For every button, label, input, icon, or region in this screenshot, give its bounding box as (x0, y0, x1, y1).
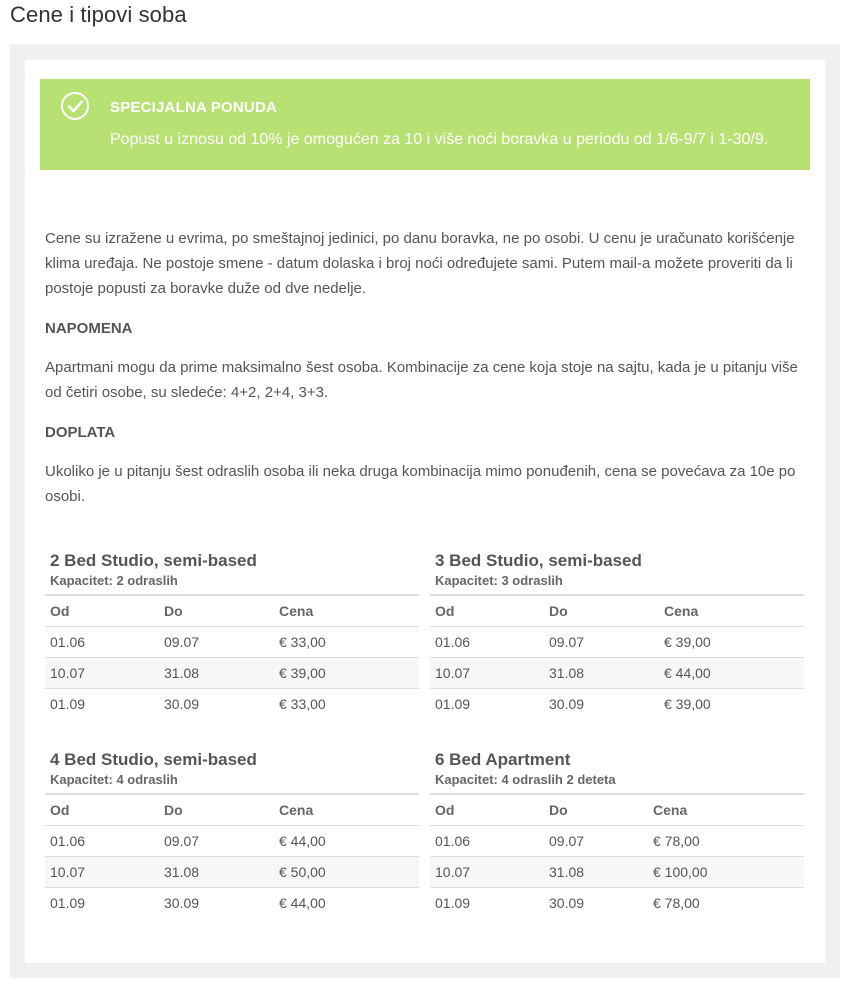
cell-from: 01.06 (430, 626, 544, 657)
table-row (45, 626, 419, 657)
table-header-row (430, 595, 804, 626)
price-table (45, 793, 419, 918)
cell-to: 30.09 (164, 695, 200, 712)
column-header-price: Cena (648, 794, 804, 825)
column-header-price: Cena (274, 595, 419, 626)
table-row (430, 626, 804, 657)
cell-price: € 39,00 (664, 695, 711, 712)
cell-price: € 78,00 (653, 894, 700, 911)
room-card-6-bed-apartment (430, 749, 804, 918)
cell-to: 30.09 (549, 894, 585, 911)
cell-from: 01.09 (50, 894, 86, 911)
cell-price: € 33,00 (279, 695, 326, 712)
page-title: Cene i tipovi soba (10, 2, 187, 27)
cell-price: € 78,00 (648, 825, 804, 856)
cell-price: € 39,00 (659, 626, 804, 657)
room-capacity: Kapacitet: 3 odraslih (435, 573, 563, 588)
cell-price: € 33,00 (274, 626, 419, 657)
pricing-info (45, 226, 815, 509)
cell-to: 30.09 (549, 695, 585, 712)
pricing-panel-inner (25, 60, 825, 963)
cell-price: € 100,00 (648, 856, 804, 887)
special-offer-banner (40, 79, 810, 170)
cell-to: 09.07 (159, 825, 274, 856)
cell-from: 01.06 (430, 825, 544, 856)
cell-from: 01.09 (435, 894, 471, 911)
table-header-row (45, 595, 419, 626)
surcharge-paragraph: Ukoliko je u pitanju šest odraslih osoba ili neka druga kombinacija mimo ponuđenih, cena se povećava za 10e po osobi. (45, 463, 796, 505)
cell-from: 01.09 (435, 695, 471, 712)
column-header-to: Do (159, 794, 274, 825)
cell-price: € 39,00 (274, 657, 419, 688)
cell-price: € 44,00 (659, 657, 804, 688)
cell-to: 31.08 (159, 657, 274, 688)
cell-from: 10.07 (45, 657, 159, 688)
column-header-from: Od (45, 794, 159, 825)
cell-to: 09.07 (544, 825, 648, 856)
table-row (45, 688, 419, 719)
room-title: 6 Bed Apartment (435, 750, 571, 769)
cell-from: 01.06 (45, 825, 159, 856)
intro-paragraph: Cene su izražene u evrima, po smeštajnoj jedinici, po danu boravka, ne po osobi. U cenu je uračunato korišćenje klima uređaja. Ne postoje smene - datum dolaska i broj noći određujete sami. Putem mail-a možete proveriti da li postoje popusti za boravke duže od dve nedelje. (45, 230, 795, 297)
surcharge-heading: DOPLATA (45, 424, 116, 441)
cell-from: 01.09 (50, 695, 86, 712)
cell-to: 09.07 (544, 626, 659, 657)
table-row (430, 887, 804, 918)
cell-from: 01.06 (45, 626, 159, 657)
table-header-row (45, 794, 419, 825)
pricing-panel (10, 44, 840, 978)
price-table (430, 793, 804, 918)
price-table (430, 594, 804, 719)
room-capacity: Kapacitet: 2 odraslih (50, 573, 178, 588)
table-header-row (430, 794, 804, 825)
cell-to: 31.08 (159, 856, 274, 887)
checkmark-circle-icon (60, 91, 90, 121)
cell-to: 09.07 (159, 626, 274, 657)
room-title: 2 Bed Studio, semi-based (50, 551, 257, 570)
table-row (430, 825, 804, 856)
room-card-3-bed-studio (430, 550, 804, 719)
column-header-price: Cena (274, 794, 419, 825)
cell-from: 10.07 (430, 657, 544, 688)
table-row (430, 856, 804, 887)
column-header-price: Cena (659, 595, 804, 626)
column-header-from: Od (430, 595, 544, 626)
room-capacity: Kapacitet: 4 odraslih (50, 772, 178, 787)
room-capacity: Kapacitet: 4 odraslih 2 deteta (435, 772, 616, 787)
cell-from: 10.07 (45, 856, 159, 887)
column-header-to: Do (544, 794, 648, 825)
cell-price: € 50,00 (274, 856, 419, 887)
room-card-2-bed-studio (45, 550, 419, 719)
column-header-to: Do (544, 595, 659, 626)
table-row (45, 887, 419, 918)
note-paragraph: Apartmani mogu da prime maksimalno šest osoba. Kombinacije za cene koja stoje na sajtu, kada je u pitanju više od četiri osobe, su sledeće: 4+2, 2+4, 3+3. (45, 359, 798, 401)
price-table (45, 594, 419, 719)
table-row (430, 688, 804, 719)
cell-price: € 44,00 (279, 894, 326, 911)
room-title: 4 Bed Studio, semi-based (50, 750, 257, 769)
column-header-from: Od (45, 595, 159, 626)
cell-to: 31.08 (544, 856, 648, 887)
cell-price: € 44,00 (274, 825, 419, 856)
special-offer-title: SPECIJALNA PONUDA (110, 99, 278, 116)
table-row (45, 856, 419, 887)
room-title: 3 Bed Studio, semi-based (435, 551, 642, 570)
table-row (430, 657, 804, 688)
column-header-to: Do (159, 595, 274, 626)
column-header-from: Od (430, 794, 544, 825)
special-offer-text: Popust u iznosu od 10% je omogućen za 10 i više noći boravka u periodu od 1/6-9/7 i 1-30/9. (110, 131, 769, 148)
cell-to: 31.08 (544, 657, 659, 688)
table-row (45, 825, 419, 856)
table-row (45, 657, 419, 688)
note-heading: NAPOMENA (45, 320, 133, 337)
room-card-4-bed-studio (45, 749, 419, 918)
cell-to: 30.09 (164, 894, 200, 911)
cell-from: 10.07 (430, 856, 544, 887)
